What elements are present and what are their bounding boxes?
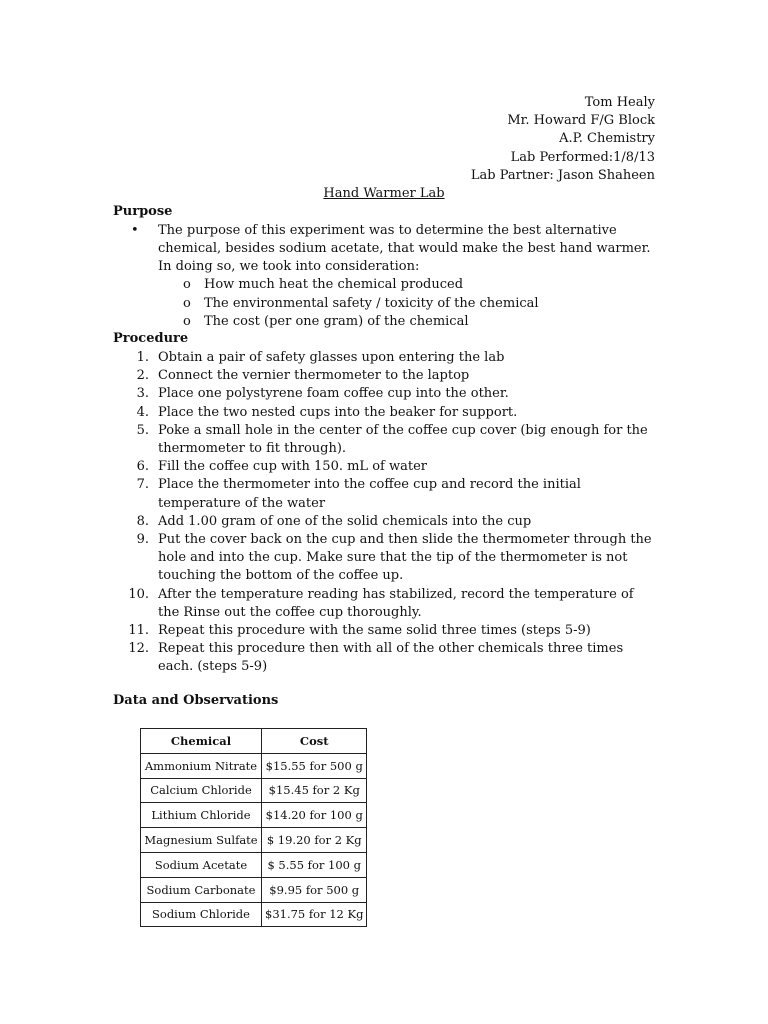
step-text: Repeat this procedure then with all of the other chemicals three times each. (steps 5-9) bbox=[158, 641, 624, 675]
cost-cell: $9.95 for 500 g bbox=[262, 877, 367, 902]
sub-item-text: The environmental safety / toxicity of the chemical bbox=[204, 295, 539, 311]
cost-cell: $15.45 for 2 Kg bbox=[262, 778, 367, 803]
table-header-row bbox=[141, 729, 367, 754]
chemical-cell: Sodium Acetate bbox=[141, 852, 262, 877]
sub-item-text: The cost (per one gram) of the chemical bbox=[204, 314, 469, 329]
step-text: Place the two nested cups into the beaker for support. bbox=[158, 404, 518, 420]
step-number: 10. bbox=[128, 586, 149, 602]
document-title: Hand Warmer Lab bbox=[323, 186, 445, 201]
step-number: 1. bbox=[136, 350, 149, 365]
procedure-heading: Procedure bbox=[113, 331, 189, 346]
step-number: 6. bbox=[136, 459, 149, 475]
purpose-heading: Purpose bbox=[113, 204, 173, 219]
step-text: After the temperature reading has stabilized, record the temperature of the Rinse out the coffee cup thoroughly. bbox=[158, 586, 634, 620]
table-row bbox=[141, 852, 367, 877]
step-number: 9. bbox=[136, 532, 149, 548]
step-number: 3. bbox=[136, 386, 149, 402]
list-item bbox=[183, 276, 583, 295]
step-text: Poke a small hole in the center of the coffee cup cover (big enough for the thermometer to fit through). bbox=[158, 422, 648, 457]
data-observations-heading: Data and Observations bbox=[113, 693, 279, 708]
purpose-sub-list bbox=[183, 276, 583, 332]
purpose-text: The purpose of this experiment was to determine the best alternative chemical, besides sodium acetate, that would make the best hand warmer. In doing so, we took into consideration: bbox=[158, 223, 651, 275]
author-header bbox=[471, 94, 655, 185]
procedure-step bbox=[113, 476, 658, 512]
table-row bbox=[141, 828, 367, 853]
procedure-step bbox=[113, 513, 658, 531]
procedure-step bbox=[113, 367, 658, 385]
step-text: Place the thermometer into the coffee cup and record the initial temperature of the water bbox=[158, 477, 581, 511]
procedure-step bbox=[113, 422, 658, 458]
step-text: Fill the coffee cup with 150. mL of water bbox=[158, 459, 427, 475]
step-number: 11. bbox=[128, 623, 149, 639]
procedure-step bbox=[113, 349, 658, 367]
circle-bullet-icon: o bbox=[183, 277, 191, 292]
procedure-step bbox=[113, 458, 658, 476]
chemical-cell: Calcium Chloride bbox=[141, 778, 262, 803]
step-text: Connect the vernier thermometer to the laptop bbox=[158, 368, 470, 384]
step-number: 4. bbox=[136, 404, 149, 420]
procedure-step bbox=[113, 404, 658, 422]
lab-date: Lab Performed:1/8/13 bbox=[510, 149, 655, 165]
list-item bbox=[183, 313, 583, 332]
chemical-cell: Sodium Carbonate bbox=[141, 877, 262, 902]
list-item bbox=[183, 295, 583, 314]
step-number: 8. bbox=[136, 513, 149, 529]
procedure-step bbox=[113, 586, 658, 622]
column-header-chemical: Chemical bbox=[141, 729, 262, 754]
table-row bbox=[141, 753, 367, 778]
table-row bbox=[141, 803, 367, 828]
step-text: Place one polystyrene foam coffee cup into the other. bbox=[158, 386, 509, 402]
cost-cell: $ 19.20 for 2 Kg bbox=[262, 828, 367, 853]
chemical-cell: Sodium Chloride bbox=[141, 902, 262, 927]
cost-cell: $15.55 for 500 g bbox=[262, 753, 367, 778]
step-number: 2. bbox=[136, 368, 149, 384]
bullet-icon: • bbox=[131, 223, 139, 238]
step-number: 7. bbox=[136, 477, 149, 493]
cost-cell: $ 5.55 for 100 g bbox=[262, 852, 367, 877]
table-row bbox=[141, 877, 367, 902]
chemical-cell: Magnesium Sulfate bbox=[141, 828, 262, 853]
circle-bullet-icon: o bbox=[183, 314, 191, 329]
column-header-cost: Cost bbox=[262, 729, 367, 754]
teacher-block: Mr. Howard F/G Block bbox=[507, 113, 655, 129]
procedure-step bbox=[113, 622, 658, 640]
cost-cell: $31.75 for 12 Kg bbox=[262, 902, 367, 927]
purpose-bullet bbox=[131, 222, 651, 277]
course-name: A.P. Chemistry bbox=[559, 131, 655, 147]
table-row bbox=[141, 778, 367, 803]
chemical-cost-table bbox=[140, 728, 367, 927]
step-text: Put the cover back on the cup and then slide the thermometer through the hole and into the cup. Make sure that the tip of the thermometer is not touching the bottom of the coffee up. bbox=[158, 532, 652, 584]
step-number: 12. bbox=[128, 641, 149, 657]
table-row bbox=[141, 902, 367, 927]
sub-item-text: How much heat the chemical produced bbox=[204, 277, 464, 292]
procedure-step bbox=[113, 531, 658, 586]
circle-bullet-icon: o bbox=[183, 295, 191, 311]
lab-partner: Lab Partner: Jason Shaheen bbox=[470, 167, 655, 183]
cost-cell: $14.20 for 100 g bbox=[262, 803, 367, 828]
procedure-step bbox=[113, 640, 658, 676]
step-text: Obtain a pair of safety glasses upon entering the lab bbox=[158, 350, 505, 365]
author-name: Tom Healy bbox=[584, 95, 655, 110]
chemical-cell: Lithium Chloride bbox=[141, 803, 262, 828]
procedure-step bbox=[113, 385, 658, 403]
step-text: Add 1.00 gram of one of the solid chemicals into the cup bbox=[158, 513, 532, 529]
procedure-list bbox=[113, 349, 658, 677]
chemical-cell: Ammonium Nitrate bbox=[141, 753, 262, 778]
step-text: Repeat this procedure with the same solid three times (steps 5-9) bbox=[158, 623, 591, 639]
step-number: 5. bbox=[136, 422, 149, 438]
